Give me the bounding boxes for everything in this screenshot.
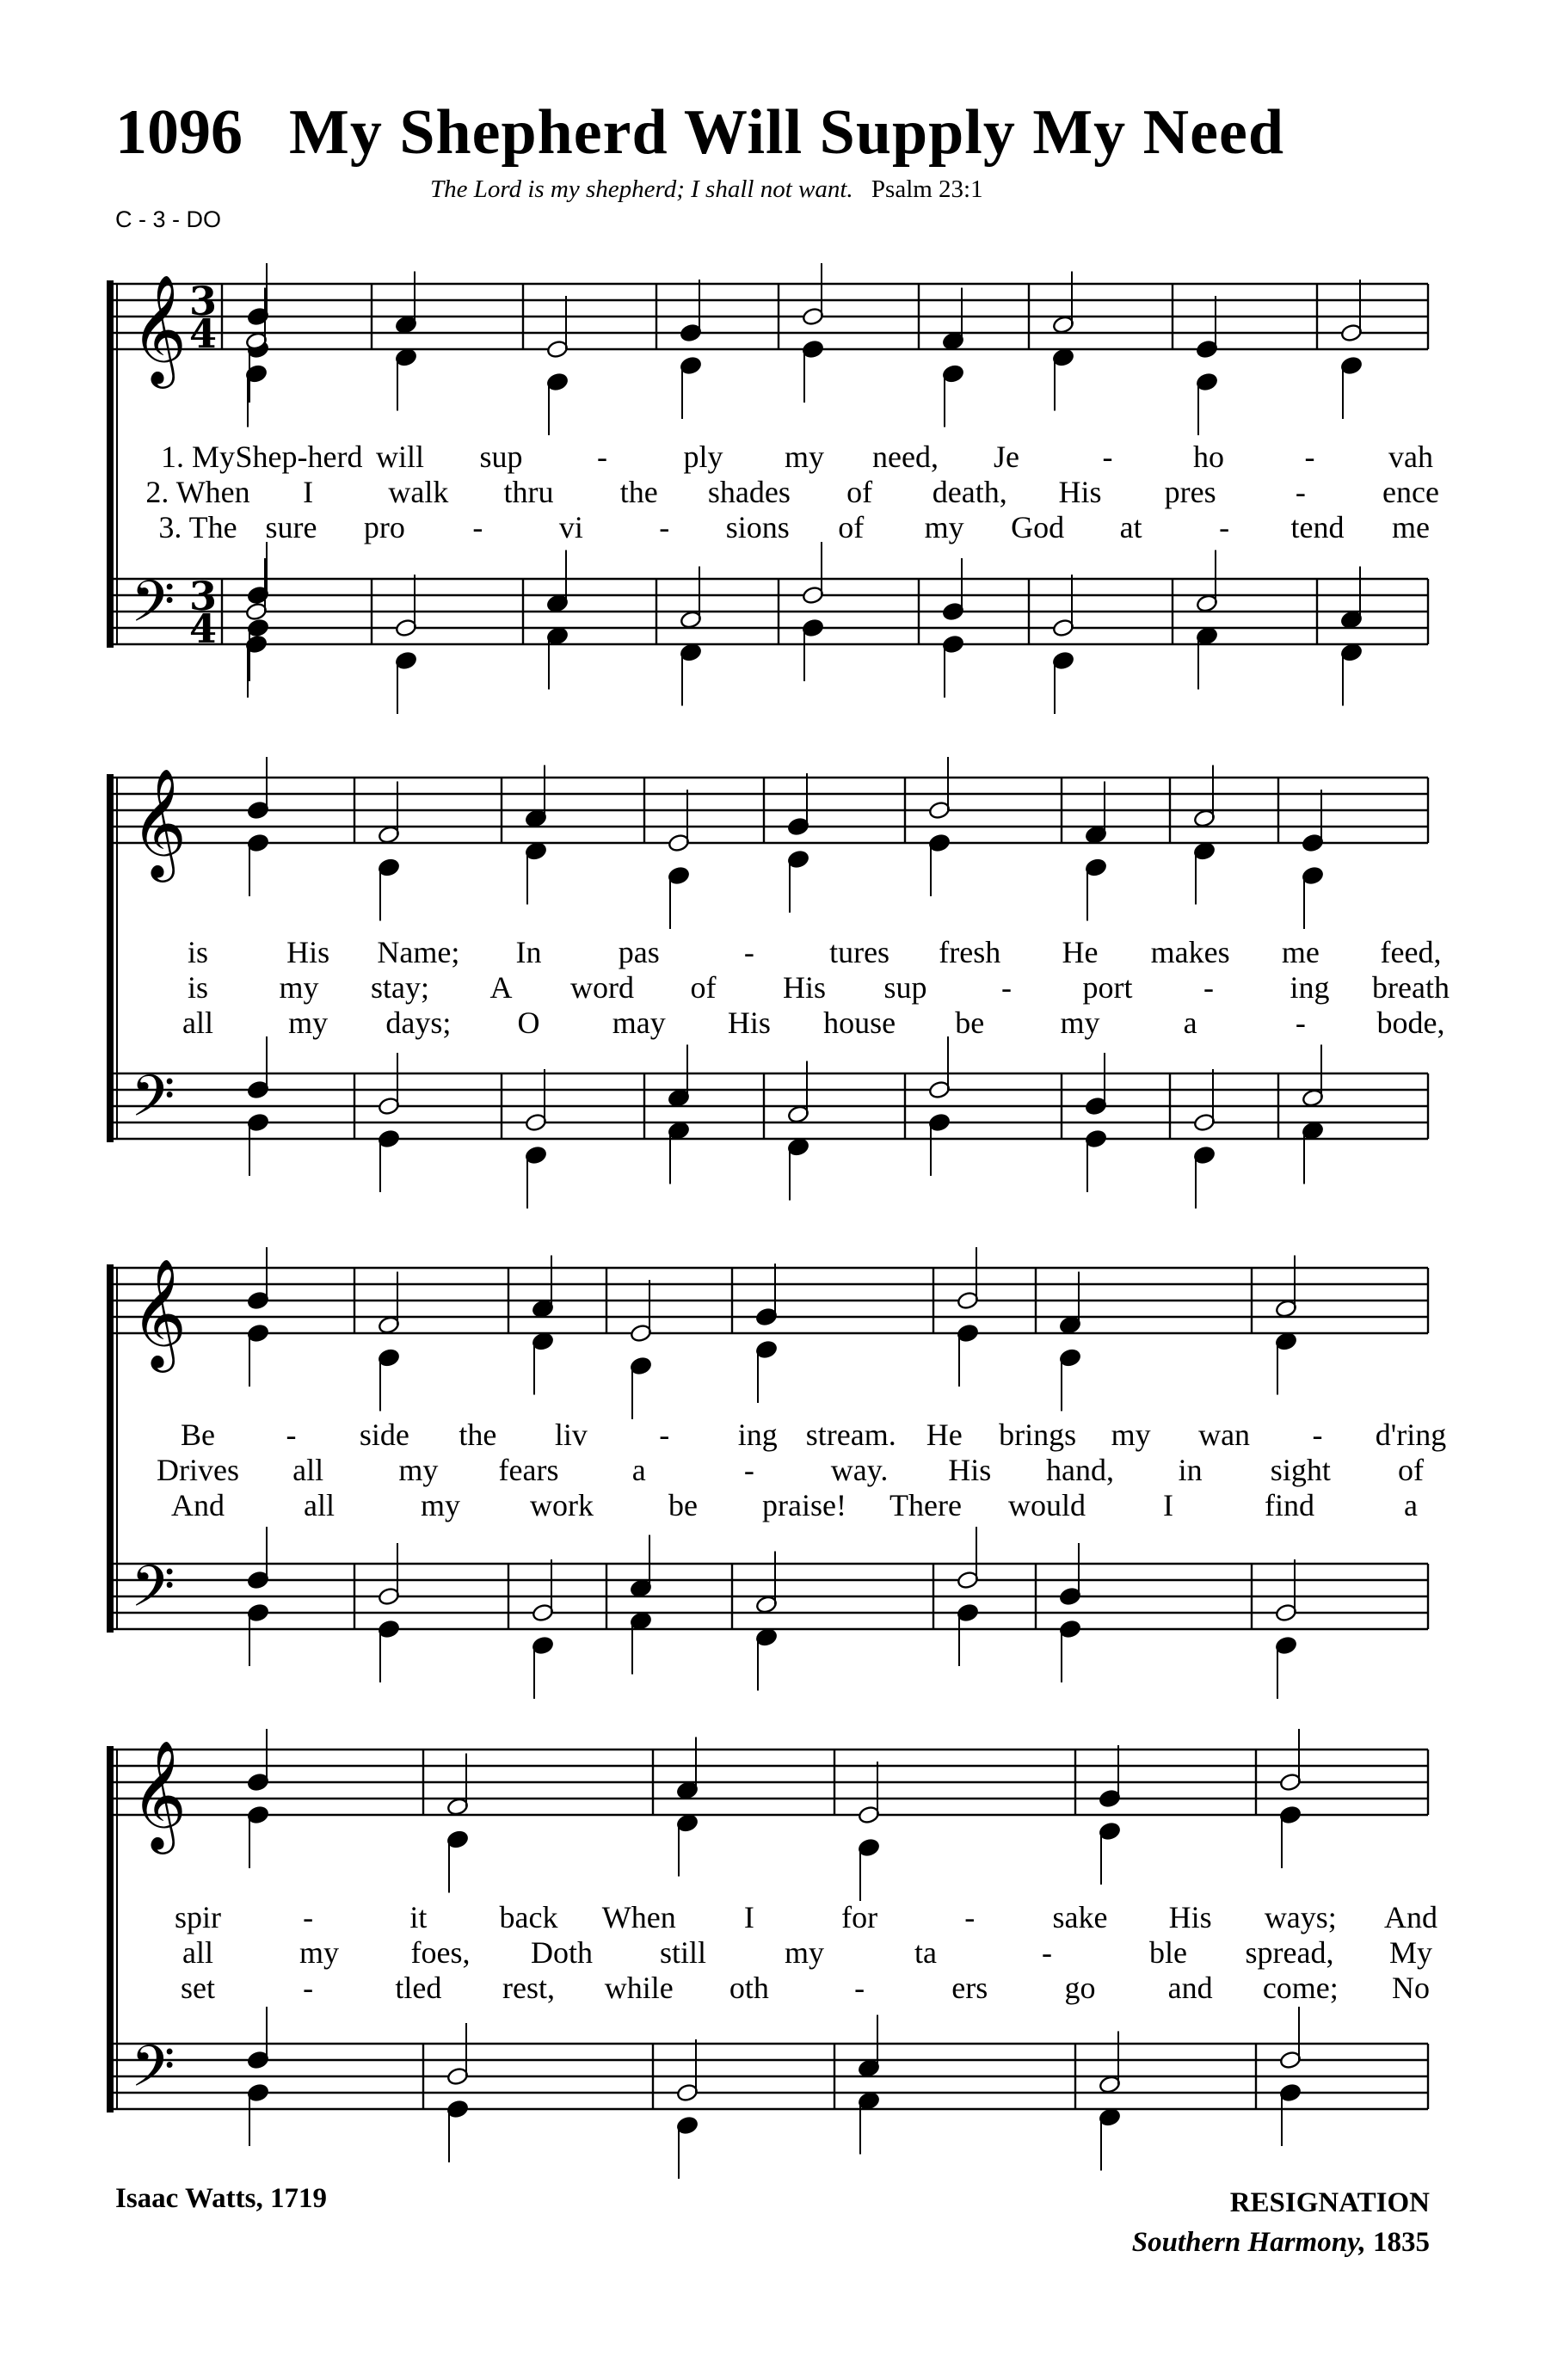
bass-time-sig-bottom: 4 <box>188 606 218 652</box>
lyric-syllable: liv <box>554 1418 588 1452</box>
lyric-syllable: be <box>668 1488 698 1522</box>
lyric-syllable: makes <box>1150 935 1230 969</box>
lyric-syllable: find <box>1265 1488 1314 1522</box>
lyric-syllable: hand, <box>1045 1453 1114 1487</box>
lyric-syllable: His <box>286 935 330 969</box>
lyric-syllable: O <box>517 1006 540 1040</box>
lyric-syllable: ing <box>737 1418 778 1452</box>
lyric-syllable: while <box>604 1971 674 2005</box>
lyric-syllable: brings <box>999 1418 1077 1452</box>
lyric-syllable: rest, <box>502 1971 556 2005</box>
lyric-syllable: ways; <box>1264 1900 1337 1934</box>
treble-clef-icon: 𝄞 <box>131 1739 188 1849</box>
lyric-syllable: My <box>1388 1935 1433 1970</box>
lyric-syllable: death, <box>932 475 1007 509</box>
lyric-syllable: would <box>1008 1488 1086 1522</box>
tune-source: Southern Harmony, <box>1131 2227 1366 2258</box>
tune-credits <box>1132 2183 1430 2262</box>
lyric-syllable: all <box>292 1453 324 1487</box>
lyric-syllable: and <box>1167 1971 1213 2005</box>
lyric-syllable: fears <box>498 1453 559 1487</box>
verse-3-line-2 <box>0 1005 1545 1042</box>
hymn-title: My Shepherd Will Supply My Need <box>289 97 1284 168</box>
lyric-syllable: - <box>854 1971 865 2005</box>
bass-clef-icon: 𝄢 <box>131 569 175 649</box>
lyric-syllable: God <box>1011 510 1065 544</box>
lyric-syllable: There <box>889 1488 962 1522</box>
lyric-syllable: it <box>409 1900 428 1934</box>
lyric-syllable: ence <box>1382 475 1439 509</box>
lyric-syllable: 1. My <box>160 440 236 474</box>
lyric-syllable: need, <box>872 440 939 474</box>
lyric-syllable: feed, <box>1380 935 1442 969</box>
lyric-syllable: my <box>398 1453 439 1487</box>
lyric-syllable: tures <box>829 935 890 969</box>
lyric-syllable: - <box>743 1453 754 1487</box>
lyric-syllable: may <box>612 1006 666 1040</box>
lyric-syllable: His <box>782 970 827 1005</box>
lyric-syllable: walk <box>388 475 449 509</box>
scripture-quote: The Lord is my shepherd; I shall not want. <box>430 175 853 203</box>
lyric-syllable: go <box>1064 1971 1096 2005</box>
lyric-syllable: my <box>784 1935 825 1970</box>
lyric-syllable: bode, <box>1376 1006 1445 1040</box>
lyric-syllable: A <box>489 970 513 1005</box>
verse-1-line-2 <box>0 934 1545 972</box>
lyric-syllable: ta <box>914 1935 937 1970</box>
lyric-syllable: praise! <box>762 1488 846 1522</box>
lyric-syllable: my <box>1111 1418 1151 1452</box>
lyric-syllable: set <box>181 1971 215 2005</box>
lyric-syllable: Shep-herd <box>235 440 363 474</box>
lyric-syllable: pro <box>363 510 405 544</box>
lyric-syllable: - <box>1001 970 1012 1005</box>
lyric-syllable: my <box>924 510 964 544</box>
lyric-syllable: sup <box>479 440 523 474</box>
lyric-syllable: 3. The <box>158 510 237 544</box>
lyric-syllable: His <box>727 1006 771 1040</box>
lyric-syllable: - <box>659 1418 670 1452</box>
hymn-number: 1096 <box>115 97 243 168</box>
lyric-syllable: back <box>499 1900 558 1934</box>
treble-time-sig-top: 3 <box>188 278 218 324</box>
tune-year: 1835 <box>1373 2227 1430 2258</box>
lyric-syllable: - <box>964 1900 976 1934</box>
lyric-syllable: And <box>171 1488 225 1522</box>
lyric-syllable: all <box>304 1488 335 1522</box>
lyric-syllable: His <box>1058 475 1102 509</box>
treble-clef-icon: 𝄞 <box>131 274 188 384</box>
lyric-syllable: all <box>182 1935 213 1970</box>
lyric-syllable: - <box>303 1971 314 2005</box>
verse-3-line-4 <box>0 1970 1545 2008</box>
lyric-syllable: sight <box>1270 1453 1331 1487</box>
lyric-syllable: still <box>659 1935 707 1970</box>
lyric-syllable: my <box>279 970 319 1005</box>
lyric-syllable: ble <box>1149 1935 1187 1970</box>
treble-time-sig-bottom: 4 <box>188 311 218 357</box>
lyric-syllable: my <box>288 1006 329 1040</box>
lyric-syllable: foes, <box>410 1935 471 1970</box>
lyric-syllable: 2. When <box>145 475 250 509</box>
lyric-syllable: is <box>187 935 209 969</box>
lyric-syllable: days; <box>385 1006 452 1040</box>
lyric-syllable: a <box>1404 1488 1418 1522</box>
lyric-syllable: - <box>1295 1006 1306 1040</box>
lyric-syllable: my <box>420 1488 461 1522</box>
lyric-syllable: Doth <box>531 1935 593 1970</box>
lyric-syllable: will <box>375 440 425 474</box>
lyric-syllable: - <box>472 510 483 544</box>
lyric-syllable: sure <box>265 510 317 544</box>
bass-time-sig-top: 3 <box>188 573 218 619</box>
tune-name: RESIGNATION <box>1229 2187 1430 2218</box>
lyric-syllable: I <box>303 475 314 509</box>
lyric-syllable: all <box>182 1006 213 1040</box>
lyric-syllable: d'ring <box>1375 1418 1447 1452</box>
lyric-syllable: fresh <box>939 935 1001 969</box>
lyric-syllable: stay; <box>371 970 429 1005</box>
lyric-syllable: - <box>1042 1935 1052 1970</box>
verse-1-line-1 <box>0 439 1545 477</box>
lyric-syllable: oth <box>729 1971 769 2005</box>
lyric-syllable: my <box>1060 1006 1100 1040</box>
lyric-syllable: thru <box>503 475 554 509</box>
lyric-syllable: work <box>530 1488 594 1522</box>
lyric-syllable: - <box>303 1900 314 1934</box>
lyric-syllable: a <box>631 1453 646 1487</box>
lyric-syllable: - <box>743 935 754 969</box>
lyric-syllable: of <box>838 510 865 544</box>
lyric-syllable: I <box>743 1900 754 1934</box>
lyric-syllable: of <box>846 475 873 509</box>
lyric-syllable: stream. <box>805 1418 896 1452</box>
verse-1-line-4 <box>0 1899 1545 1937</box>
lyric-syllable: ho <box>1193 440 1224 474</box>
lyric-syllable: - <box>286 1418 297 1452</box>
lyric-syllable: shades <box>707 475 791 509</box>
lyric-syllable: wan <box>1198 1418 1251 1452</box>
lyric-syllable: Name; <box>377 935 460 969</box>
scripture-reference: Psalm 23:1 <box>871 175 983 203</box>
verse-1-line-3 <box>0 1417 1545 1454</box>
lyric-syllable: Be <box>181 1418 215 1452</box>
lyric-syllable: sions <box>725 510 790 544</box>
lyric-syllable: side <box>359 1418 409 1452</box>
lyric-syllable: word <box>570 970 634 1005</box>
lyric-syllable: sup <box>883 970 927 1005</box>
lyric-syllable: He <box>926 1418 963 1452</box>
bass-clef-icon: 𝄢 <box>131 1553 175 1633</box>
lyric-syllable: And <box>1384 1900 1437 1934</box>
lyric-syllable: of <box>1398 1453 1424 1487</box>
treble-clef-icon: 𝄞 <box>131 1258 188 1368</box>
lyric-syllable: - <box>1304 440 1315 474</box>
lyric-syllable: the <box>619 475 658 509</box>
lyric-syllable: ply <box>683 440 723 474</box>
lyric-syllable: of <box>690 970 717 1005</box>
lyric-syllable: - <box>1219 510 1230 544</box>
lyric-syllable: I <box>1163 1488 1173 1522</box>
bass-clef-icon: 𝄢 <box>131 2033 175 2113</box>
lyric-syllable: my <box>784 440 825 474</box>
verse-2-line-4 <box>0 1934 1545 1972</box>
lyric-syllable: way. <box>830 1453 889 1487</box>
lyric-syllable: me <box>1281 935 1320 969</box>
lyric-syllable: His <box>1168 1900 1212 1934</box>
lyric-syllable: a <box>1183 1006 1197 1040</box>
lyric-syllable: When <box>601 1900 676 1934</box>
lyric-syllable: house <box>823 1006 896 1040</box>
lyric-syllable: come; <box>1262 1971 1339 2005</box>
verse-3-line-3 <box>0 1487 1545 1525</box>
lyric-syllable: His <box>948 1453 992 1487</box>
lyric-syllable: ers <box>951 1971 988 2005</box>
verse-2-line-3 <box>0 1452 1545 1490</box>
lyric-syllable: Je <box>994 440 1019 474</box>
lyric-syllable: pres <box>1164 475 1216 509</box>
lyric-syllable: - <box>1312 1418 1323 1452</box>
lyric-syllable: for <box>841 1900 878 1934</box>
bass-clef-icon: 𝄢 <box>131 1063 175 1143</box>
lyric-syllable: is <box>187 970 209 1005</box>
lyric-syllable: my <box>299 1935 340 1970</box>
lyric-syllable: - <box>659 510 670 544</box>
lyric-syllable: tend <box>1290 510 1345 544</box>
lyric-syllable: sake <box>1052 1900 1108 1934</box>
lyric-syllable: at <box>1119 510 1142 544</box>
meter-code: C - 3 - DO <box>115 206 222 232</box>
lyric-syllable: me <box>1392 510 1430 544</box>
lyric-syllable: vi <box>558 510 583 544</box>
text-author: Isaac Watts, 1719 <box>115 2183 327 2214</box>
lyric-syllable: port <box>1082 970 1133 1005</box>
lyric-syllable: spread, <box>1245 1935 1334 1970</box>
lyric-syllable: breath <box>1372 970 1450 1005</box>
treble-clef-icon: 𝄞 <box>131 767 188 877</box>
lyric-syllable: He <box>1062 935 1099 969</box>
lyric-syllable: vah <box>1388 440 1433 474</box>
verse-2-line-1 <box>0 474 1545 512</box>
lyric-syllable: - <box>1203 970 1214 1005</box>
lyric-syllable: - <box>1102 440 1113 474</box>
lyric-syllable: the <box>459 1418 497 1452</box>
lyric-syllable: - <box>1295 475 1306 509</box>
verse-3-line-1 <box>0 509 1545 547</box>
lyric-syllable: Drives <box>157 1453 239 1487</box>
lyric-syllable: be <box>955 1006 985 1040</box>
verse-2-line-2 <box>0 969 1545 1007</box>
lyric-syllable: ing <box>1290 970 1330 1005</box>
lyric-syllable: - <box>597 440 607 474</box>
lyric-syllable: pas <box>618 935 660 969</box>
lyric-syllable: in <box>1178 1453 1203 1487</box>
lyric-syllable: spir <box>175 1900 221 1934</box>
lyric-syllable: tled <box>395 1971 442 2005</box>
lyric-syllable: In <box>515 935 542 969</box>
lyric-syllable: No <box>1392 1971 1430 2005</box>
